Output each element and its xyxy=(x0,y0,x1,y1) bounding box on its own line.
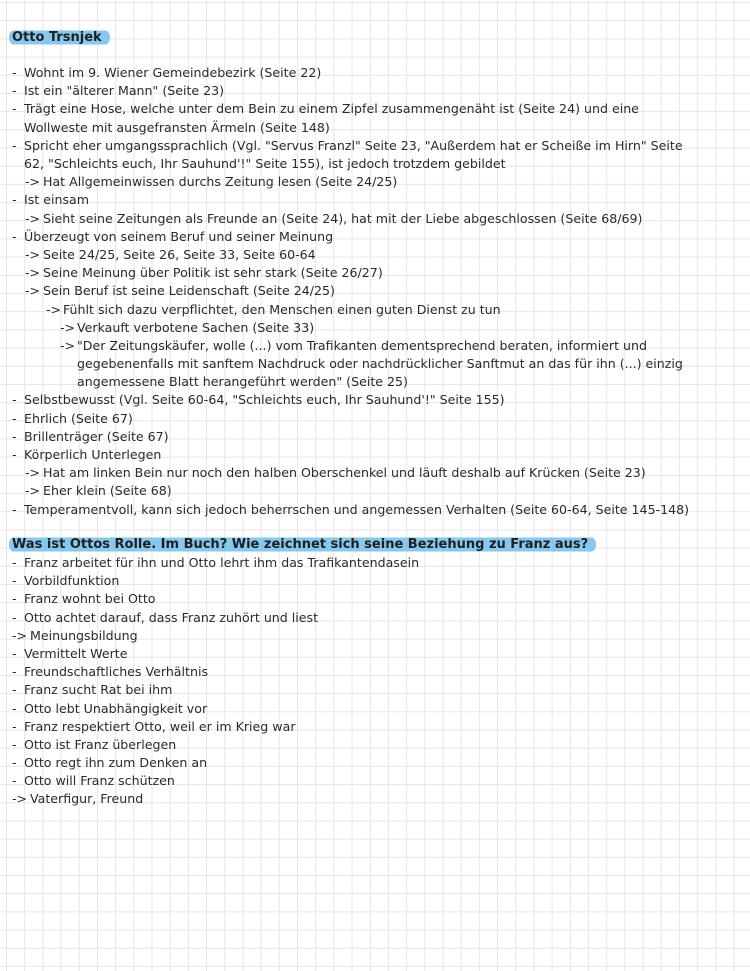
list-item-text: Körperlich Unterlegen xyxy=(24,447,162,463)
list-item-text: Selbstbewusst (Vgl. Seite 60-64, "Schleichts euch, Ihr Sauhund'!" Seite 155) xyxy=(24,392,505,408)
list-item-text: Vermittelt Werte xyxy=(24,645,128,661)
list-item-text: Franz wohnt bei Otto xyxy=(24,591,156,607)
bullet-marker: - xyxy=(12,773,17,789)
list-item-text: Hat Allgemeinwissen durchs Zeitung lesen (Seite 24/25) xyxy=(43,174,398,190)
arrow-marker: -> xyxy=(25,174,41,190)
arrow-marker: -> xyxy=(12,627,28,643)
list-item xyxy=(0,173,740,191)
list-item xyxy=(0,700,740,718)
bullet-marker: - xyxy=(12,664,17,680)
list-item xyxy=(0,264,740,282)
list-item xyxy=(0,790,740,808)
otto-role-list xyxy=(0,554,740,809)
bullet-marker: - xyxy=(12,682,17,698)
list-item xyxy=(0,501,740,519)
list-item-text: Temperamentvoll, kann sich jedoch beherrschen und angemessen Verhalten (Seite 60-64, Seite 145-148) xyxy=(24,501,690,517)
list-item-text: Fühlt sich dazu verpflichtet, den Menschen einen guten Dienst zu tun xyxy=(63,301,501,317)
list-item xyxy=(0,754,740,772)
list-item xyxy=(0,137,740,173)
list-item-text: Wohnt im 9. Wiener Gemeindebezirk (Seite 22) xyxy=(24,65,322,80)
list-item xyxy=(0,464,740,482)
list-item-text: Überzeugt von seinem Beruf und seiner Meinung xyxy=(24,228,334,244)
bullet-marker: - xyxy=(12,83,17,99)
arrow-marker: -> xyxy=(25,210,41,226)
bullet-marker: - xyxy=(12,228,17,244)
list-item xyxy=(0,482,740,500)
list-item xyxy=(0,100,740,136)
arrow-marker: -> xyxy=(60,319,76,335)
list-item xyxy=(0,590,740,608)
list-item xyxy=(0,301,740,319)
list-item xyxy=(0,246,740,264)
list-item-text: Brillenträger (Seite 67) xyxy=(24,428,169,444)
list-item-text: Franz sucht Rat bei ihm xyxy=(24,682,173,698)
bullet-marker: - xyxy=(12,700,17,716)
list-item-text: Ehrlich (Seite 67) xyxy=(24,410,133,426)
list-item-text: Otto ist Franz überlegen xyxy=(24,736,177,752)
list-item-text: Seite 24/25, Seite 26, Seite 33, Seite 60-64 xyxy=(43,246,316,262)
list-item xyxy=(0,609,740,627)
list-item xyxy=(0,319,740,337)
bullet-marker: - xyxy=(12,736,17,752)
list-item-text: Trägt eine Hose, welche unter dem Bein zu einem Zipfel zusammengenäht ist (Seite 24) und eine Wollweste mit ausgefransten Ärmeln (Seite 148) xyxy=(24,101,639,135)
list-item-text: Freundschaftliches Verhältnis xyxy=(24,664,209,680)
bullet-marker: - xyxy=(12,718,17,734)
list-item xyxy=(0,446,740,464)
section-title-otto xyxy=(9,29,110,47)
list-item xyxy=(0,663,740,681)
arrow-marker: -> xyxy=(25,265,41,281)
bullet-marker: - xyxy=(12,101,17,117)
list-item-text: Vorbildfunktion xyxy=(24,573,120,589)
highlighted-title-text: Was ist Ottos Rolle. Im Buch? Wie zeichnet sich seine Beziehung zu Franz aus? xyxy=(9,536,596,553)
list-item-text: Otto lebt Unabhängigkeit vor xyxy=(24,700,208,716)
arrow-marker: -> xyxy=(25,246,41,262)
list-item xyxy=(0,228,740,246)
list-item xyxy=(0,772,740,790)
list-item xyxy=(0,210,740,228)
bullet-marker: - xyxy=(12,137,17,153)
bullet-marker: - xyxy=(12,501,17,517)
list-item-text: Ist einsam xyxy=(24,192,89,208)
list-item-text: Eher klein (Seite 68) xyxy=(43,483,172,499)
bullet-marker: - xyxy=(12,591,17,607)
bullet-marker: - xyxy=(12,755,17,771)
list-item-text: Sein Beruf ist seine Leidenschaft (Seite 24/25) xyxy=(43,283,335,299)
arrow-marker: -> xyxy=(46,301,62,317)
bullet-marker: - xyxy=(12,65,17,80)
list-item-text: Meinungsbildung xyxy=(30,627,138,643)
list-item xyxy=(0,627,740,645)
list-item-text: Franz arbeitet für ihn und Otto lehrt ihm das Trafikantendasein xyxy=(24,555,420,570)
arrow-marker: -> xyxy=(60,337,76,353)
list-item xyxy=(0,64,740,82)
list-item xyxy=(0,572,740,590)
list-item-text: Spricht eher umgangssprachlich (Vgl. "Servus Franzl" Seite 23, "Außerdem hat er Scheiße im Hirn" Seite 62, "Schleichts euch, Ihr Sauhund'!" Seite 155), ist jedoch trotzdem gebildet xyxy=(24,137,683,171)
list-item xyxy=(0,82,740,100)
list-item-text: Otto will Franz schützen xyxy=(24,773,175,789)
list-item xyxy=(0,736,740,754)
list-item xyxy=(0,428,740,446)
highlighted-title-text: Otto Trsnjek xyxy=(9,29,110,46)
list-item-text: Otto achtet darauf, dass Franz zuhört und liest xyxy=(24,609,319,625)
list-item xyxy=(0,681,740,699)
list-item xyxy=(0,337,740,392)
list-item-text: Sieht seine Zeitungen als Freunde an (Seite 24), hat mit der Liebe abgeschlossen (Seite 68/69) xyxy=(43,210,643,226)
arrow-marker: -> xyxy=(12,791,28,807)
section-title-role xyxy=(9,536,596,554)
list-item xyxy=(0,410,740,428)
bullet-marker: - xyxy=(12,392,17,408)
list-item-text: Verkauft verbotene Sachen (Seite 33) xyxy=(77,319,315,335)
list-item-text: Vaterfigur, Freund xyxy=(30,791,144,807)
otto-traits-list xyxy=(0,64,740,519)
list-item-text: Otto regt ihn zum Denken an xyxy=(24,755,208,771)
bullet-marker: - xyxy=(12,410,17,426)
bullet-marker: - xyxy=(12,609,17,625)
arrow-marker: -> xyxy=(25,465,41,481)
list-item xyxy=(0,645,740,663)
bullet-marker: - xyxy=(12,192,17,208)
list-item xyxy=(0,282,740,300)
list-item xyxy=(0,554,740,572)
list-item-text: Franz respektiert Otto, weil er im Krieg war xyxy=(24,718,296,734)
arrow-marker: -> xyxy=(25,283,41,299)
list-item xyxy=(0,718,740,736)
list-item xyxy=(0,391,740,409)
bullet-marker: - xyxy=(12,573,17,589)
bullet-marker: - xyxy=(12,645,17,661)
bullet-marker: - xyxy=(12,447,17,463)
list-item-text: Ist ein "älterer Mann" (Seite 23) xyxy=(24,83,225,99)
bullet-marker: - xyxy=(12,555,17,570)
bullet-marker: - xyxy=(12,428,17,444)
list-item-text: Seine Meinung über Politik ist sehr stark (Seite 26/27) xyxy=(43,265,383,281)
list-item-text: Hat am linken Bein nur noch den halben Oberschenkel und läuft deshalb auf Krücken (Seite 23) xyxy=(43,465,646,481)
arrow-marker: -> xyxy=(25,483,41,499)
list-item-text: "Der Zeitungskäufer, wolle (...) vom Trafikanten dementsprechend beraten, informiert und gegebenenfalls mit sanftem Nachdruck oder nachdrücklicher Sanftmut an das für ihn (...) einzig angemessene Blatt herangeführt werden" (Seite 25) xyxy=(77,337,683,390)
list-item xyxy=(0,191,740,209)
